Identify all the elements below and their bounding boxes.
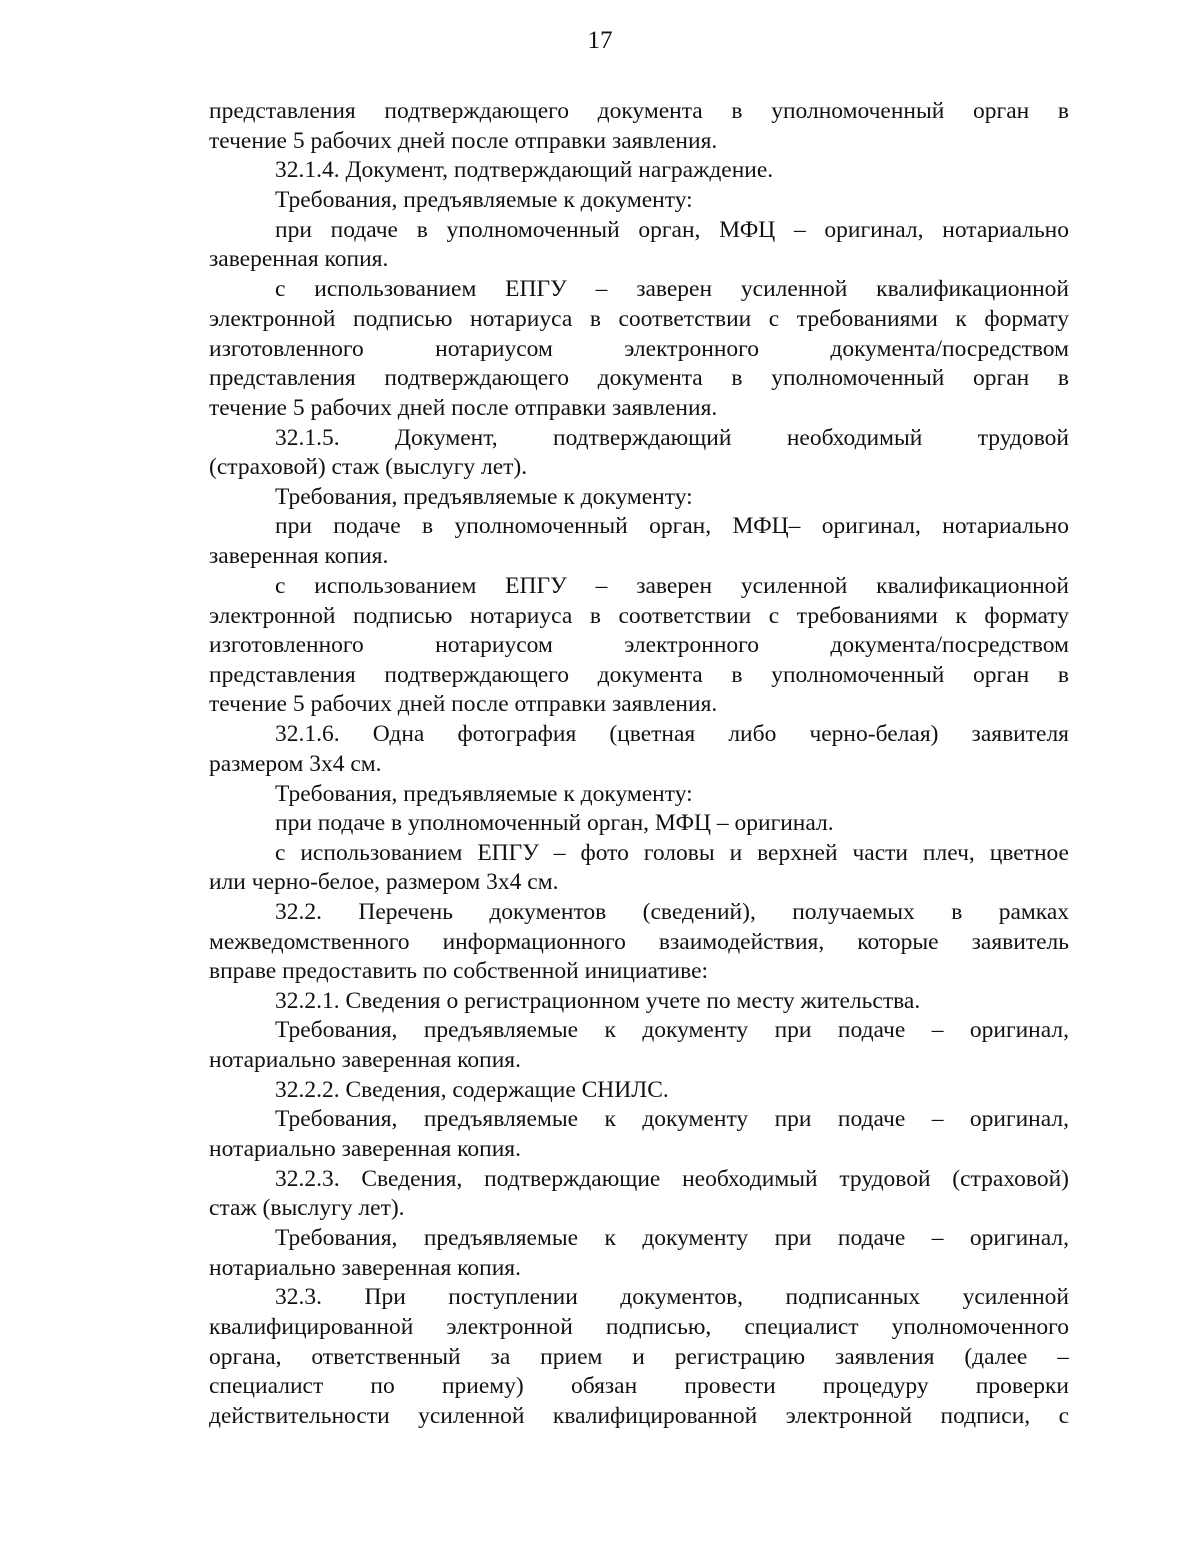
- text-line: изготовленного нотариусом электронного документа/посредством: [209, 336, 1069, 362]
- text-line: действительности усиленной квалифицированной электронной подписи, с: [209, 1403, 1069, 1429]
- text-line: Требования, предъявляемые к документу при подаче – оригинал,: [275, 1106, 1069, 1132]
- text-line: при подаче в уполномоченный орган, МФЦ – оригинал.: [275, 810, 834, 836]
- text-line: электронной подписью нотариуса в соответствии с требованиями к формату: [209, 306, 1069, 332]
- text-line: заверенная копия.: [209, 543, 389, 569]
- text-line: специалист по приему) обязан провести процедуру проверки: [209, 1373, 1069, 1399]
- text-line: вправе предоставить по собственной инициативе:: [209, 958, 709, 984]
- text-line: Требования, предъявляемые к документу при подаче – оригинал,: [275, 1017, 1069, 1043]
- text-line: 32.2.1. Сведения о регистрационном учете по месту жительства.: [275, 988, 921, 1014]
- text-line: при подаче в уполномоченный орган, МФЦ– оригинал, нотариально: [275, 513, 1069, 539]
- text-line: 32.1.5. Документ, подтверждающий необходимый трудовой: [275, 425, 1069, 451]
- text-line: нотариально заверенная копия.: [209, 1255, 521, 1281]
- text-line: 32.2. Перечень документов (сведений), получаемых в рамках: [275, 899, 1069, 925]
- text-line: (страховой) стаж (выслугу лет).: [209, 454, 528, 480]
- text-line: органа, ответственный за прием и регистрацию заявления (далее –: [209, 1344, 1069, 1370]
- text-line: Требования, предъявляемые к документу:: [275, 484, 693, 510]
- text-line: 32.1.6. Одна фотография (цветная либо черно-белая) заявителя: [275, 721, 1069, 747]
- text-line: электронной подписью нотариуса в соответствии с требованиями к формату: [209, 603, 1069, 629]
- text-line: с использованием ЕПГУ – заверен усиленной квалификационной: [275, 276, 1069, 302]
- text-line: или черно-белое, размером 3х4 см.: [209, 869, 559, 895]
- text-line: представления подтверждающего документа в уполномоченный орган в: [209, 98, 1069, 124]
- text-line: стаж (выслугу лет).: [209, 1195, 405, 1221]
- text-line: Требования, предъявляемые к документу:: [275, 187, 693, 213]
- text-line: межведомственного информационного взаимодействия, которые заявитель: [209, 929, 1069, 955]
- text-line: течение 5 рабочих дней после отправки заявления.: [209, 128, 718, 154]
- text-line: нотариально заверенная копия.: [209, 1047, 521, 1073]
- text-line: при подаче в уполномоченный орган, МФЦ – оригинал, нотариально: [275, 217, 1069, 243]
- text-line: 32.3. При поступлении документов, подписанных усиленной: [275, 1284, 1069, 1310]
- text-line: 32.2.2. Сведения, содержащие СНИЛС.: [275, 1077, 669, 1103]
- text-line: нотариально заверенная копия.: [209, 1136, 521, 1162]
- text-line: течение 5 рабочих дней после отправки заявления.: [209, 691, 718, 717]
- text-line: течение 5 рабочих дней после отправки заявления.: [209, 395, 718, 421]
- text-line: представления подтверждающего документа в уполномоченный орган в: [209, 662, 1069, 688]
- page-number: 17: [587, 27, 613, 54]
- text-line: Требования, предъявляемые к документу при подаче – оригинал,: [275, 1225, 1069, 1251]
- text-line: представления подтверждающего документа в уполномоченный орган в: [209, 365, 1069, 391]
- text-line: с использованием ЕПГУ – фото головы и верхней части плеч, цветное: [275, 840, 1069, 866]
- text-line: квалифицированной электронной подписью, специалист уполномоченного: [209, 1314, 1069, 1340]
- text-line: 32.2.3. Сведения, подтверждающие необходимый трудовой (страховой): [275, 1166, 1069, 1192]
- text-line: размером 3х4 см.: [209, 751, 382, 777]
- text-line: Требования, предъявляемые к документу:: [275, 781, 693, 807]
- text-line: 32.1.4. Документ, подтверждающий награждение.: [275, 157, 774, 183]
- text-line: заверенная копия.: [209, 246, 389, 272]
- text-line: с использованием ЕПГУ – заверен усиленной квалификационной: [275, 573, 1069, 599]
- text-line: изготовленного нотариусом электронного документа/посредством: [209, 632, 1069, 658]
